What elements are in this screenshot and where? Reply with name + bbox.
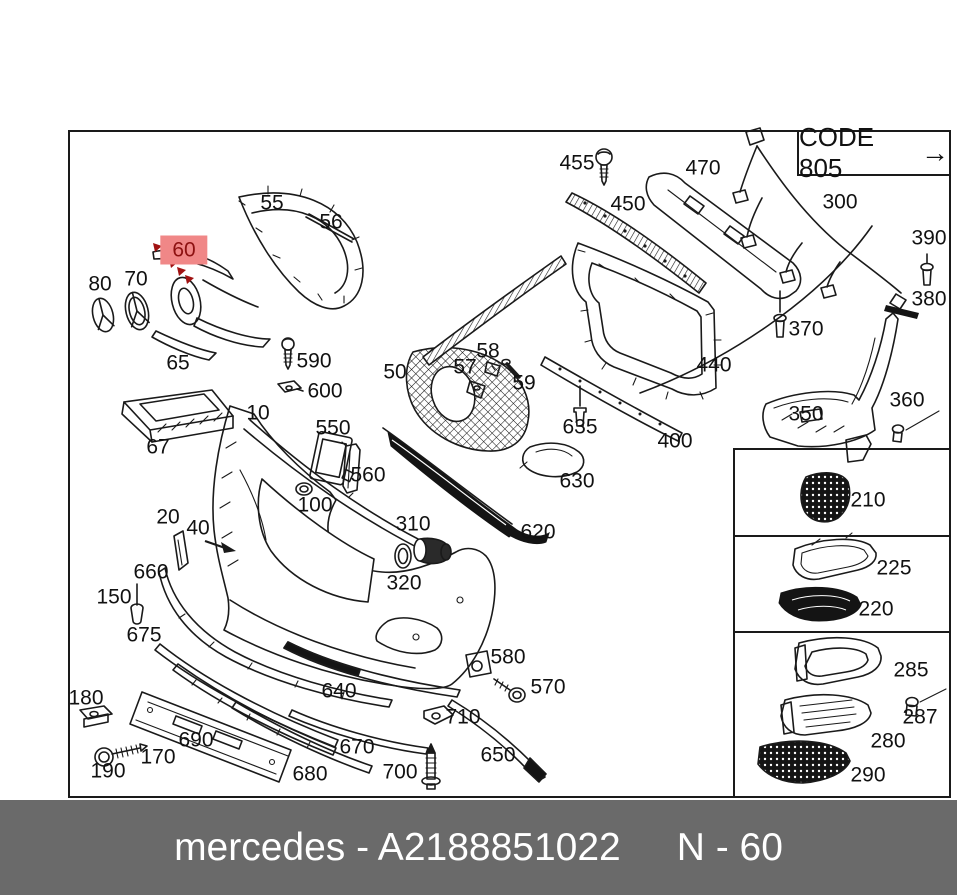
part-label-59[interactable]: 59 <box>512 371 536 395</box>
part-label-55[interactable]: 55 <box>260 191 284 215</box>
part-label-675[interactable]: 675 <box>126 623 162 647</box>
part-label-70[interactable]: 70 <box>124 267 148 291</box>
caption-reference: N - 60 <box>676 825 783 869</box>
part-label-180[interactable]: 180 <box>68 686 104 710</box>
part-label-190[interactable]: 190 <box>90 759 126 783</box>
part-label-56[interactable]: 56 <box>319 210 343 234</box>
part-label-370[interactable]: 370 <box>788 317 824 341</box>
part-label-455[interactable]: 455 <box>559 151 595 175</box>
code-reference-box[interactable] <box>797 122 951 183</box>
part-label-670[interactable]: 670 <box>339 735 375 759</box>
part-label-620[interactable]: 620 <box>520 520 556 544</box>
part-label-360[interactable]: 360 <box>889 388 925 412</box>
part-label-660[interactable]: 660 <box>133 560 169 584</box>
part-label-10[interactable]: 10 <box>246 401 270 425</box>
part-label-40[interactable]: 40 <box>186 516 210 540</box>
part-label-350[interactable]: 350 <box>788 402 824 426</box>
caption-bar <box>0 800 957 895</box>
part-label-590[interactable]: 590 <box>296 349 332 373</box>
part-label-220[interactable]: 220 <box>858 597 894 621</box>
part-label-640[interactable]: 640 <box>321 679 357 703</box>
part-label-450[interactable]: 450 <box>610 192 646 216</box>
part-label-390[interactable]: 390 <box>911 226 947 250</box>
part-label-300[interactable]: 300 <box>822 190 858 214</box>
part-label-285[interactable]: 285 <box>893 658 929 682</box>
part-label-320[interactable]: 320 <box>386 571 422 595</box>
part-label-650[interactable]: 650 <box>480 743 516 767</box>
part-label-225[interactable]: 225 <box>876 556 912 580</box>
part-label-65[interactable]: 65 <box>166 351 190 375</box>
part-label-150[interactable]: 150 <box>96 585 132 609</box>
part-label-80[interactable]: 80 <box>88 272 112 296</box>
caption-part-number: mercedes - A2188851022 <box>174 825 621 869</box>
part-label-67[interactable]: 67 <box>146 435 170 459</box>
part-label-100[interactable]: 100 <box>297 493 333 517</box>
part-label-400[interactable]: 400 <box>657 429 693 453</box>
part-label-60[interactable]: 60 <box>160 236 207 265</box>
part-label-630[interactable]: 630 <box>559 469 595 493</box>
part-label-470[interactable]: 470 <box>685 156 721 180</box>
part-label-570[interactable]: 570 <box>530 675 566 699</box>
part-label-635[interactable]: 635 <box>562 415 598 439</box>
part-label-710[interactable]: 710 <box>445 705 481 729</box>
part-label-700[interactable]: 700 <box>382 760 418 784</box>
part-label-580[interactable]: 580 <box>490 645 526 669</box>
part-label-50[interactable]: 50 <box>383 360 407 384</box>
part-label-20[interactable]: 20 <box>156 505 180 529</box>
part-label-550[interactable]: 550 <box>315 416 351 440</box>
part-label-690[interactable]: 690 <box>178 728 214 752</box>
part-label-290[interactable]: 290 <box>850 763 886 787</box>
part-label-310[interactable]: 310 <box>395 512 431 536</box>
part-label-287[interactable]: 287 <box>902 705 938 729</box>
part-label-210[interactable]: 210 <box>850 488 886 512</box>
part-label-600[interactable]: 600 <box>307 379 343 403</box>
part-label-560[interactable]: 560 <box>350 463 386 487</box>
part-label-57[interactable]: 57 <box>453 355 477 379</box>
code-arrow-icon: → <box>921 137 949 168</box>
part-label-680[interactable]: 680 <box>292 762 328 786</box>
part-label-170[interactable]: 170 <box>140 745 176 769</box>
part-label-58[interactable]: 58 <box>476 339 500 363</box>
code-label: CODE 805 <box>799 122 875 183</box>
part-label-440[interactable]: 440 <box>696 353 732 377</box>
part-label-380[interactable]: 380 <box>911 287 947 311</box>
part-label-280[interactable]: 280 <box>870 729 906 753</box>
